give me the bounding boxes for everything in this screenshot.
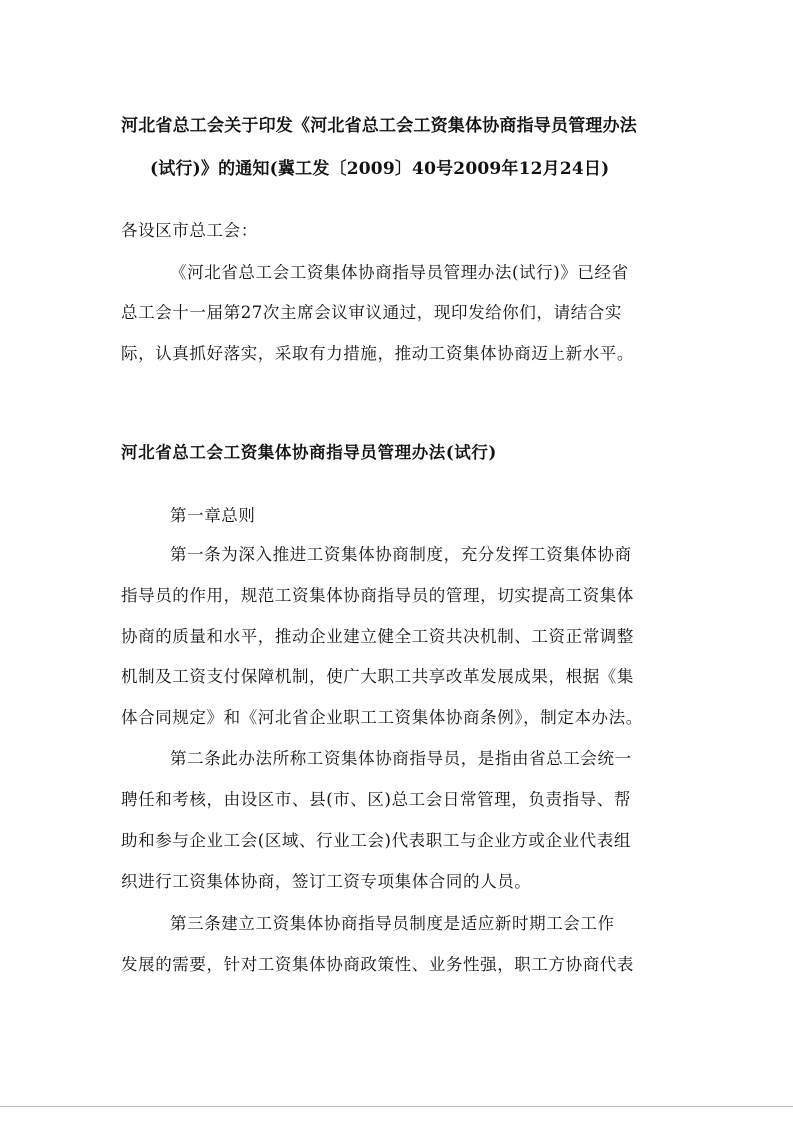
page-bottom-divider [0,1106,793,1107]
article-1-line-1: 第一条为深入推进工资集体协商制度，充分发挥工资集体协商 [170,545,632,564]
section-title: 河北省总工会工资集体协商指导员管理办法(试行) [121,443,497,462]
salutation: 各设区市总工会： [121,221,258,240]
chapter-title: 第一章总则 [170,506,256,525]
article-2-line-3: 助和参与企业工会(区域、行业工会)代表职工与企业方或企业代表组 [121,831,631,850]
article-2-line-1: 第二条此办法所称工资集体协商指导员，是指由省总工会统一 [170,749,632,768]
document-title-line-1: 河北省总工会关于印发《河北省总工会工资集体协商指导员管理办法 [121,116,637,136]
article-1-line-3: 协商的质量和水平，推动企业建立健全工资共决机制、工资正常调整 [121,627,634,646]
notice-paragraph-line-2: 总工会十一届第27次主席会议审议通过，现印发给你们，请结合实 [121,303,622,322]
notice-paragraph-line-3: 际，认真抓好落实，采取有力措施，推动工资集体协商迈上新水平。 [121,344,634,363]
notice-paragraph-line-1: 《河北省总工会工资集体协商指导员管理办法(试行)》已经省 [170,263,629,282]
document-title-line-2: (试行)》的通知(冀工发〔2009〕40号2009年12月24日) [150,159,610,179]
article-1-line-5: 体合同规定》和《河北省企业职工工资集体协商条例》，制定本办法。 [121,708,643,727]
article-3-line-2: 发展的需要，针对工资集体协商政策性、业务性强，职工方协商代表 [121,955,634,974]
article-2-line-2: 聘任和考核，由设区市、县(市、区)总工会日常管理，负责指导、帮 [121,790,631,809]
article-2-line-4: 织进行工资集体协商，签订工资专项集体合同的人员。 [121,872,532,891]
article-1-line-4: 机制及工资支付保障机制，使广大职工共享改革发展成果，根据《集 [121,667,634,686]
article-3-line-1: 第三条建立工资集体协商指导员制度是适应新时期工会工作 [170,914,615,933]
article-1-line-2: 指导员的作用，规范工资集体协商指导员的管理，切实提高工资集体 [121,586,634,605]
